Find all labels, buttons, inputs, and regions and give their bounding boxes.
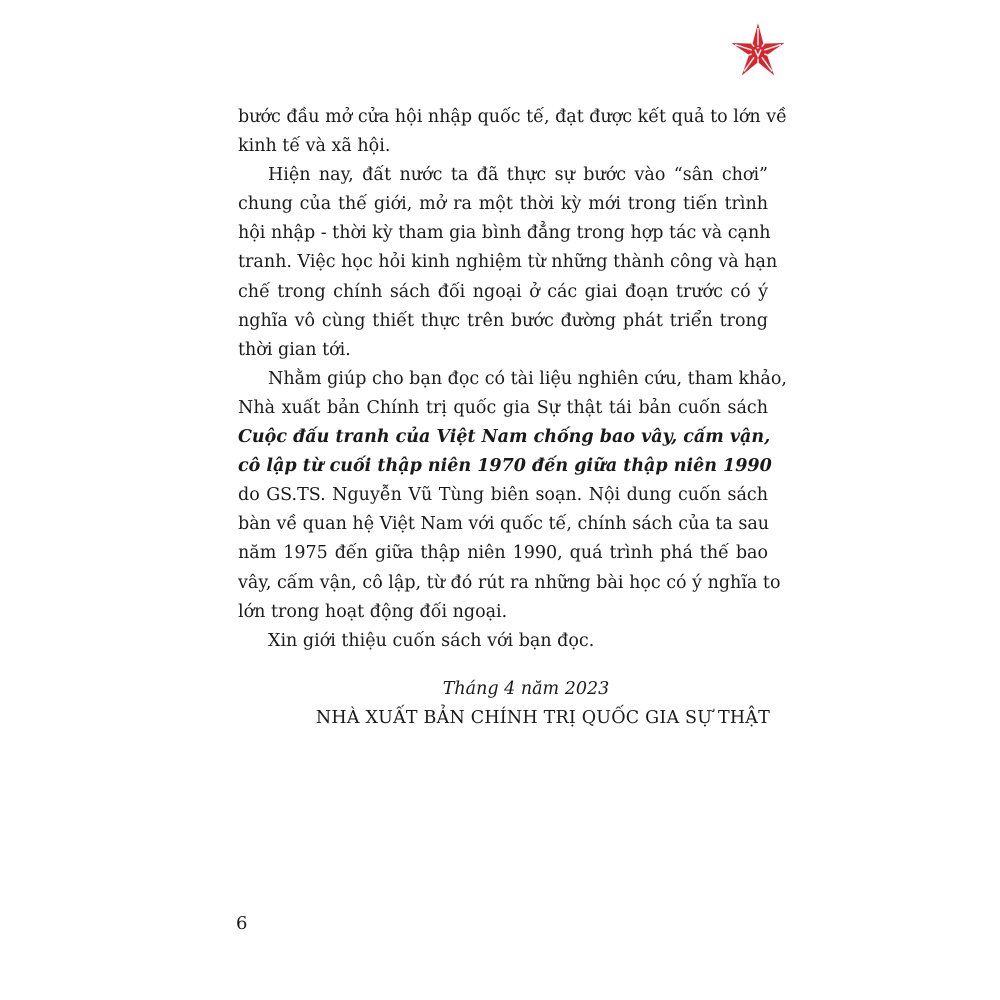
text-line: năm 1975 đến giữa thập niên 1990, quá trình phá thế bao bbox=[238, 543, 768, 564]
text-line: Nhằm giúp cho bạn đọc có tài liệu nghiên cứu, tham khảo, bbox=[268, 368, 787, 389]
text-line: bước đầu mở cửa hội nhập quốc tế, đạt được kết quả to lớn về bbox=[238, 107, 787, 127]
text-line: bàn về quan hệ Việt Nam với quốc tế, chính sách của ta sau bbox=[238, 514, 770, 535]
text-line: lớn trong hoạt động đối ngoại. bbox=[238, 601, 508, 622]
text-line: do GS.TS. Nguyễn Vũ Tùng biên soạn. Nội dung cuốn sách bbox=[238, 485, 768, 506]
paragraph-1 bbox=[238, 103, 787, 161]
text-line: nghĩa vô cùng thiết thực trên bước đường phát triển trong bbox=[238, 310, 768, 331]
book-title-line: cô lập từ cuối thập niên 1970 đến giữa thập niên 1990 bbox=[238, 456, 772, 477]
paragraph-2 bbox=[238, 161, 778, 365]
text-line: kinh tế và xã hội. bbox=[238, 136, 391, 157]
text-line: tranh. Việc học hỏi kinh nghiệm từ những thành công và hạn bbox=[238, 252, 778, 273]
text-line: vây, cấm vận, cô lập, từ đó rút ra những bài học có ý nghĩa to bbox=[238, 572, 781, 593]
text-line: Hiện nay, đất nước ta đã thực sự bước vào “sân chơi” bbox=[268, 165, 768, 186]
text-line: Nhà xuất bản Chính trị quốc gia Sự thật tái bản cuốn sách bbox=[238, 397, 768, 418]
signature-date: Tháng 4 năm 2023 bbox=[442, 679, 610, 699]
paragraph-3 bbox=[238, 365, 787, 627]
page-number: 6 bbox=[236, 913, 248, 934]
publisher-star-logo-icon bbox=[728, 22, 788, 82]
text-line: chế trong chính sách đối ngoại ở các giai đoạn trước có ý bbox=[238, 281, 768, 302]
paragraph-4 bbox=[238, 627, 768, 656]
text-line: chung của thế giới, mở ra một thời kỳ mới trong tiến trình bbox=[238, 194, 768, 215]
book-title-line: Cuộc đấu tranh của Việt Nam chống bao vây, cấm vận, bbox=[238, 427, 771, 448]
text-line: hội nhập - thời kỳ tham gia bình đẳng trong hợp tác và cạnh bbox=[238, 223, 771, 244]
text-line: thời gian tới. bbox=[238, 339, 351, 360]
text-line: Xin giới thiệu cuốn sách với bạn đọc. bbox=[268, 630, 595, 651]
preface-body bbox=[238, 103, 787, 656]
signature-publisher: NHÀ XUẤT BẢN CHÍNH TRỊ QUỐC GIA SỰ THẬT bbox=[315, 708, 770, 728]
